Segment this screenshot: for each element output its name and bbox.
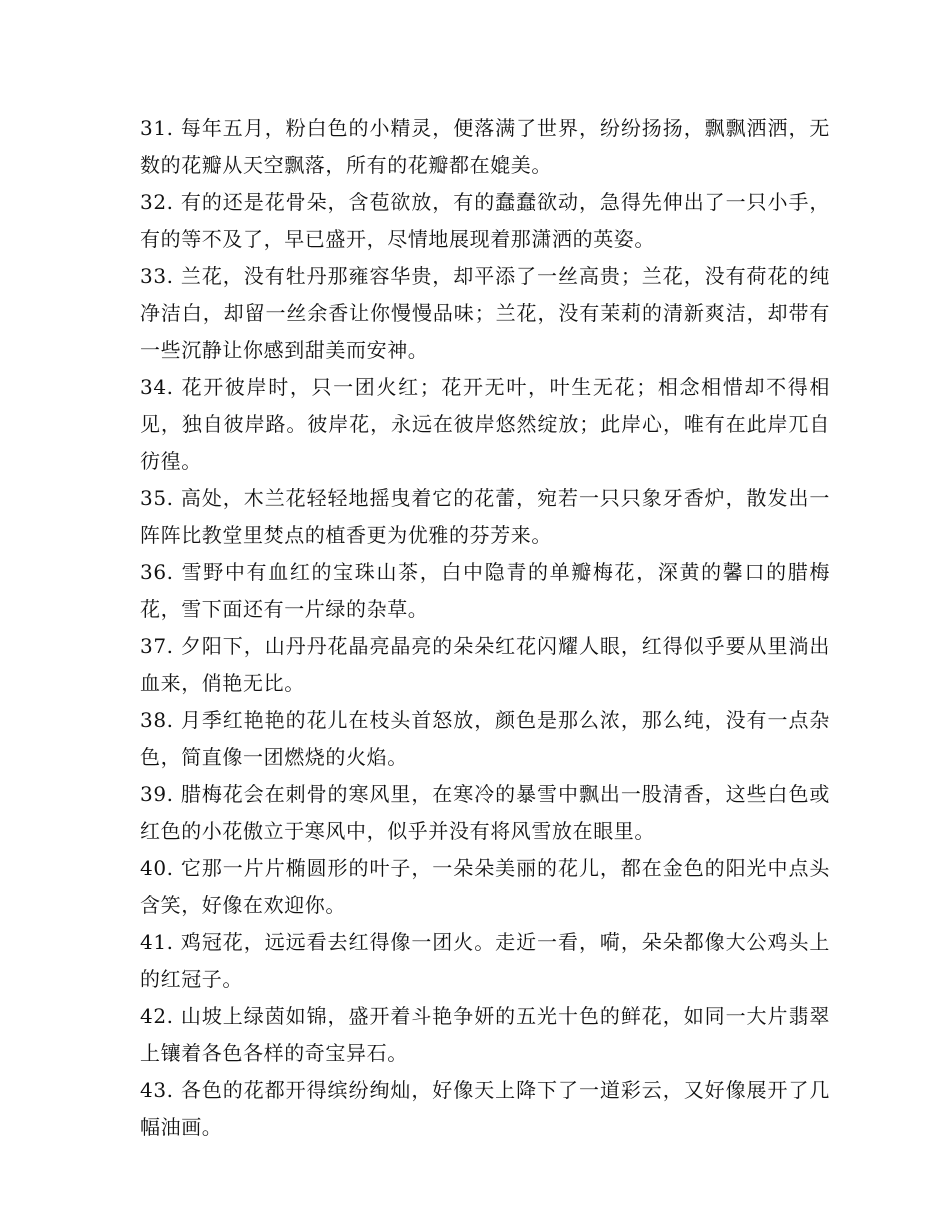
paragraph-42: 42. 山坡上绿茵如锦，盛开着斗艳争妍的五光十色的鲜花，如同一大片翡翠上镶着各色各样的奇宝异石。 bbox=[140, 1004, 830, 1065]
paragraph-40: 40. 它那一片片椭圆形的叶子，一朵朵美丽的花儿，都在金色的阳光中点头含笑，好像在欢迎你。 bbox=[140, 856, 830, 917]
paragraph-33: 33. 兰花，没有牡丹那雍容华贵，却平添了一丝高贵；兰花，没有荷花的纯净洁白，却留一丝余香让你慢慢品味；兰花，没有茉莉的清新爽洁，却带有一些沉静让你感到甜美而安神。 bbox=[140, 264, 830, 362]
paragraph-32: 32. 有的还是花骨朵，含苞欲放，有的蠢蠢欲动，急得先伸出了一只小手，有的等不及了，早已盛开，尽情地展现着那潇洒的英姿。 bbox=[140, 190, 830, 251]
paragraph-35: 35. 高处，木兰花轻轻地摇曳着它的花蕾，宛若一只只象牙香炉，散发出一阵阵比教堂里焚点的植香更为优雅的芬芳来。 bbox=[140, 486, 830, 547]
document-body bbox=[140, 110, 830, 1146]
paragraph-37: 37. 夕阳下，山丹丹花晶亮晶亮的朵朵红花闪耀人眼，红得似乎要从里淌出血来，俏艳无比。 bbox=[140, 634, 830, 695]
paragraph-31: 31. 每年五月，粉白色的小精灵，便落满了世界，纷纷扬扬，飘飘洒洒，无数的花瓣从天空飘落，所有的花瓣都在媲美。 bbox=[140, 116, 830, 177]
paragraph-38: 38. 月季红艳艳的花儿在枝头首怒放，颜色是那么浓，那么纯，没有一点杂色，简直像一团燃烧的火焰。 bbox=[140, 708, 830, 769]
paragraph-39: 39. 腊梅花会在刺骨的寒风里，在寒冷的暴雪中飘出一股清香，这些白色或红色的小花傲立于寒风中，似乎并没有将风雪放在眼里。 bbox=[140, 782, 830, 843]
paragraph-41: 41. 鸡冠花，远远看去红得像一团火。走近一看，嗬，朵朵都像大公鸡头上的红冠子。 bbox=[140, 930, 830, 991]
paragraph-43: 43. 各色的花都开得缤纷绚灿，好像天上降下了一道彩云，又好像展开了几幅油画。 bbox=[140, 1078, 830, 1139]
paragraph-36: 36. 雪野中有血红的宝珠山茶，白中隐青的单瓣梅花，深黄的馨口的腊梅花，雪下面还有一片绿的杂草。 bbox=[140, 560, 830, 621]
paragraph-34: 34. 花开彼岸时，只一团火红；花开无叶，叶生无花；相念相惜却不得相见，独自彼岸路。彼岸花，永远在彼岸悠然绽放；此岸心，唯有在此岸兀自彷徨。 bbox=[140, 375, 830, 473]
